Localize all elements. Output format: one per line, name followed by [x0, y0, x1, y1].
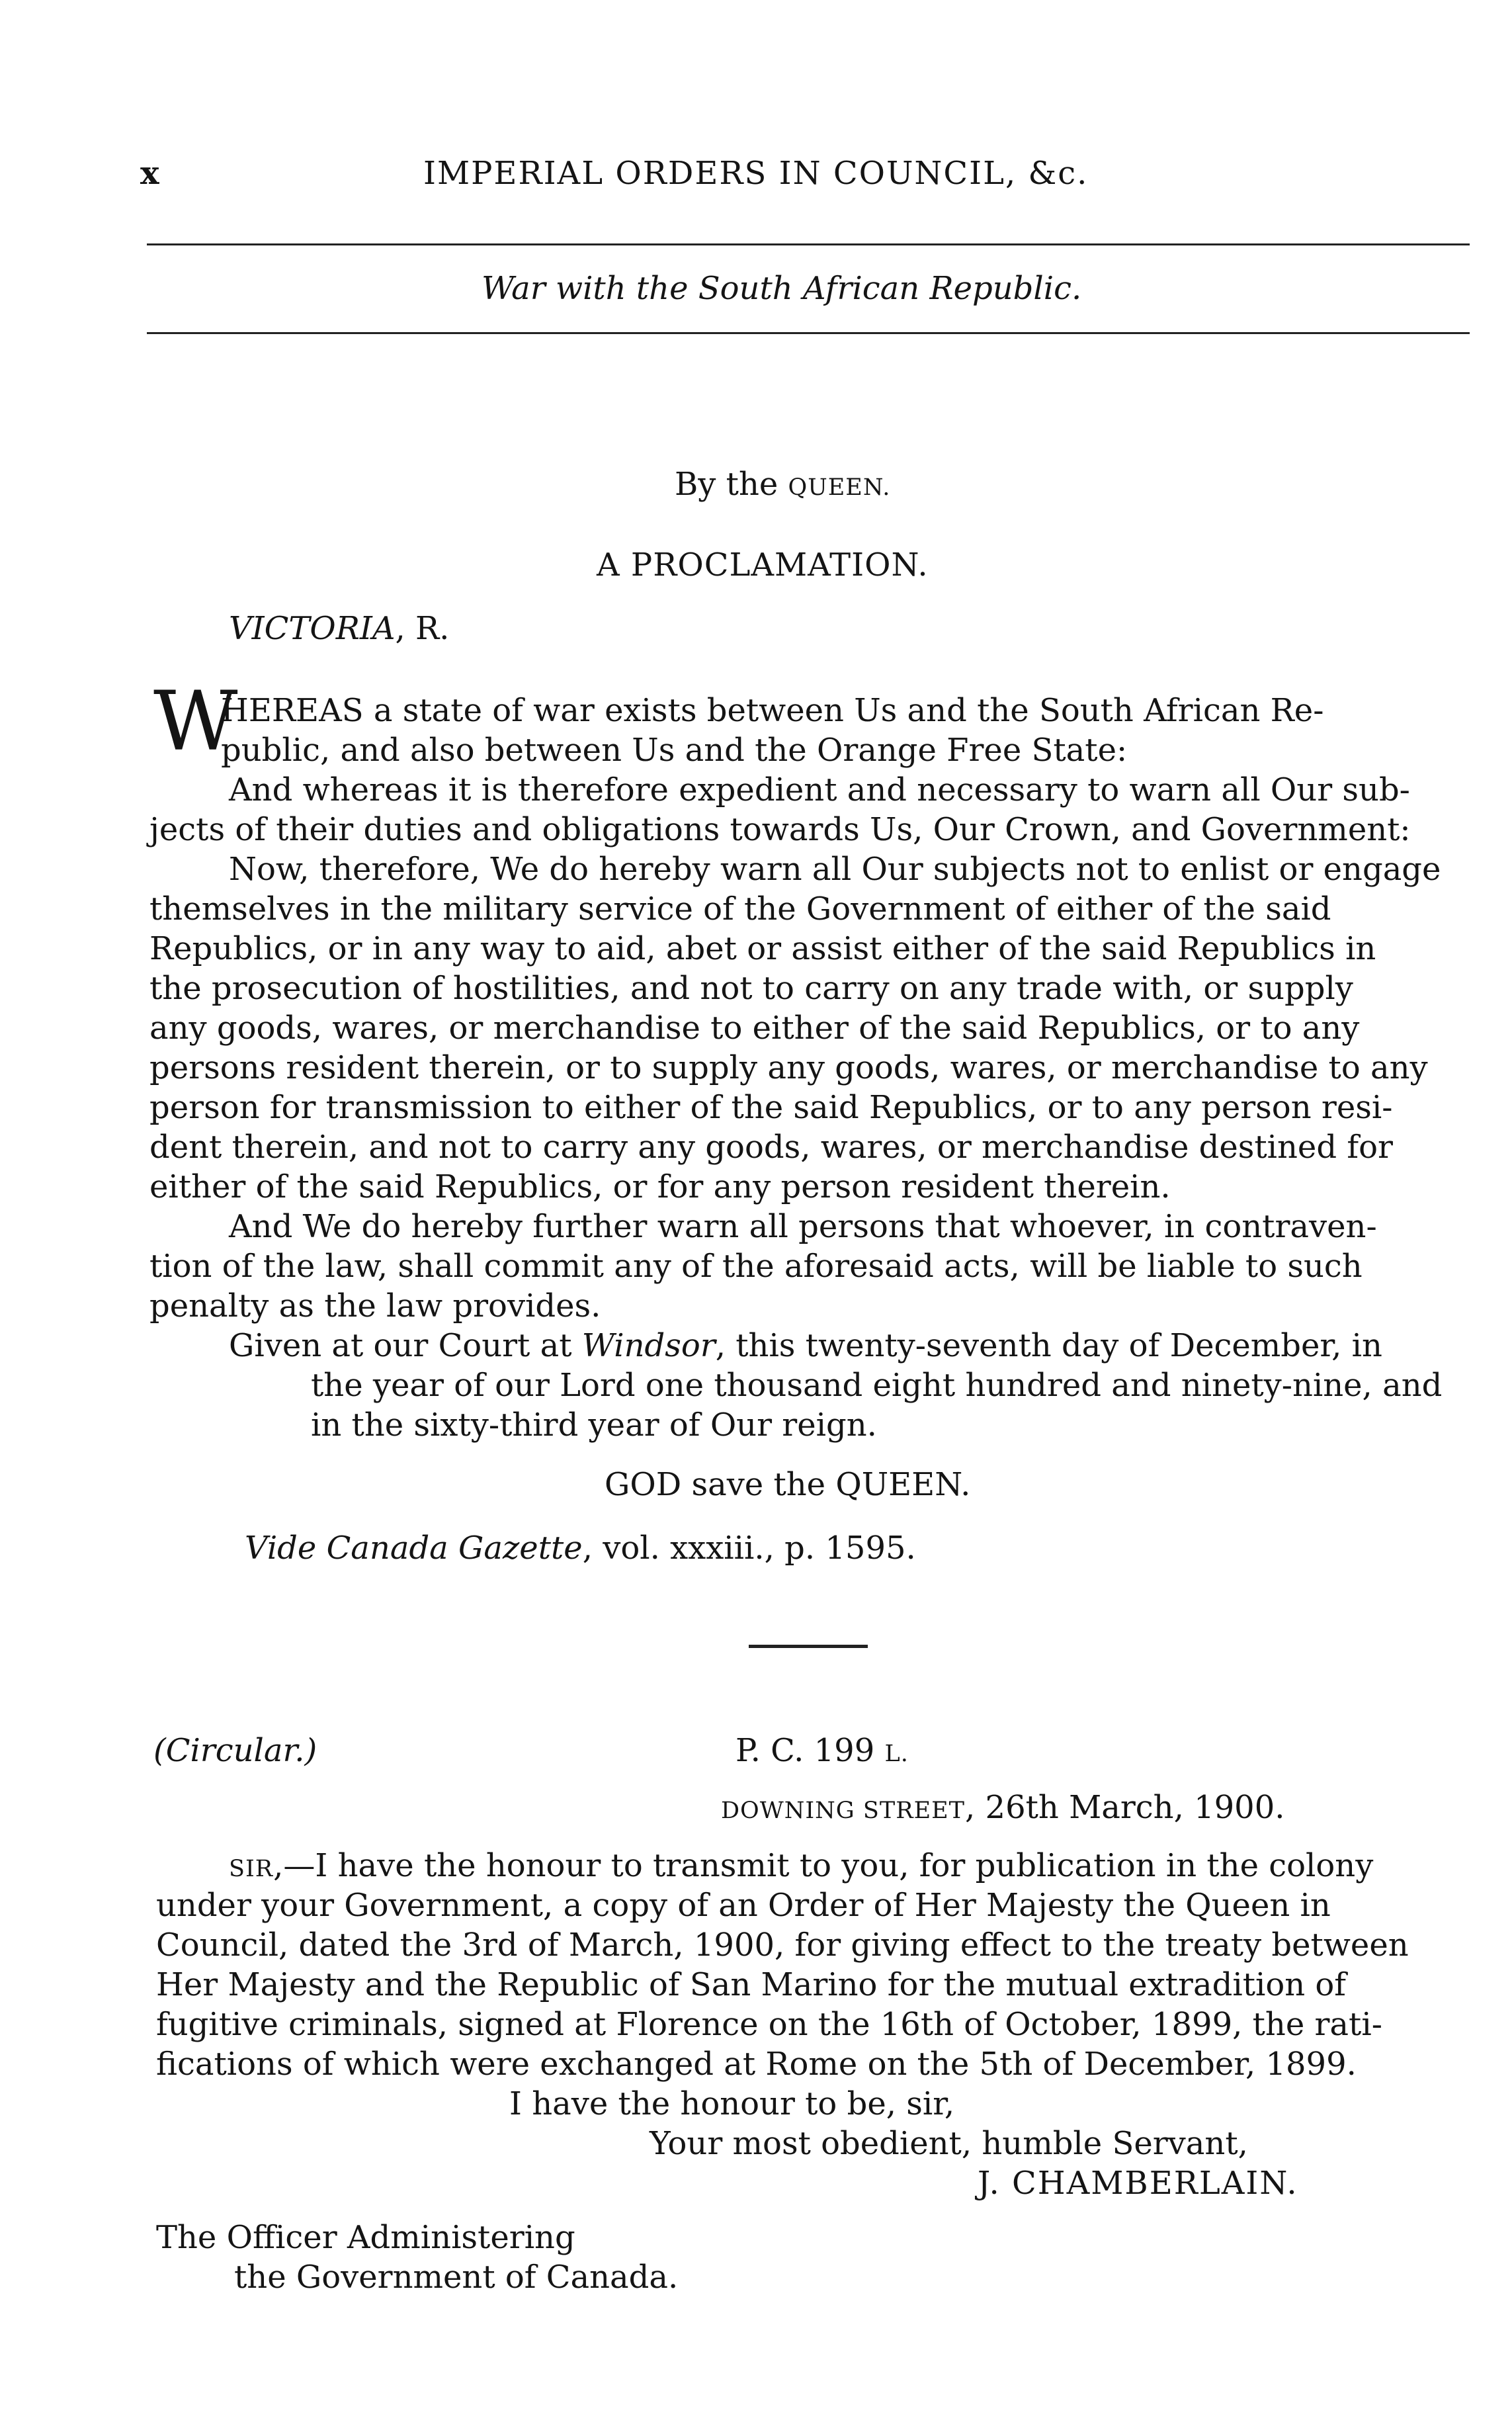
circular-reference	[735, 1731, 909, 1774]
letter-line: Her Majesty and the Republic of San Marino for the mutual extradition of	[156, 1966, 1347, 2003]
letter-line: under your Government, a copy of an Order of Her Majesty the Queen in	[156, 1887, 1331, 1924]
proclamation-line: either of the said Republics, or for any person resident therein.	[149, 1168, 1171, 1205]
dropcap-letter: W	[153, 674, 238, 769]
given-line: the year of our Lord one thousand eight hundred and ninety-nine, and	[311, 1367, 1443, 1404]
dateline-place: DOWNING STREET	[721, 1798, 966, 1824]
proclamation-title: A PROCLAMATION.	[597, 546, 929, 584]
vide-reference	[245, 1528, 916, 1568]
addressee-line: the Government of Canada.	[234, 2259, 679, 2296]
proclamation-line: jects of their duties and obligations towards Us, Our Crown, and Government:	[149, 811, 1411, 848]
proclamation-line: public, and also between Us and the Orange Free State:	[221, 732, 1128, 769]
letter-line	[229, 1846, 1373, 1889]
letter-line: fications of which were exchanged at Rome on the 5th of December, 1899.	[156, 2046, 1357, 2083]
given-line: in the sixty-third year of Our reign.	[311, 1407, 877, 1444]
given-post: , this twenty-seventh day of December, in	[715, 1327, 1382, 1364]
by-the-text: By the	[675, 466, 778, 503]
page-number: x	[140, 155, 159, 192]
proclamation-line: persons resident therein, or to supply any goods, wares, or merchandise to any	[149, 1049, 1428, 1086]
closing-line: Your most obedient, humble Servant,	[650, 2125, 1248, 2162]
closing-line: I have the honour to be, sir,	[509, 2085, 955, 2122]
vide-rest: , vol. xxxiii., p. 1595.	[582, 1530, 916, 1567]
letter-line: Council, dated the 3rd of March, 1900, for giving effect to the treaty between	[156, 1927, 1409, 1964]
proclamation-line: penalty as the law provides.	[149, 1287, 601, 1325]
proclamation-line: And whereas it is therefore expedient and necessary to warn all Our sub-	[229, 771, 1410, 808]
reference-suffix: L.	[884, 1741, 909, 1767]
proclamation-line: Now, therefore, We do hereby warn all Our subjects not to enlist or engage	[229, 851, 1441, 888]
circular-label	[153, 1731, 317, 1770]
dateline	[721, 1788, 1285, 1831]
addressee-line: The Officer Administering	[156, 2219, 575, 2256]
salutation-sir: SIR	[229, 1856, 274, 1882]
proclamation-line: dent therein, and not to carry any goods, wares, or merchandise destined for	[149, 1129, 1393, 1166]
dateline-date: , 26th March, 1900.	[965, 1789, 1285, 1826]
sovereign-suffix: , R.	[395, 610, 450, 647]
proclamation-line: Republics, or in any way to aid, abet or assist either of the said Republics in	[149, 930, 1376, 967]
reference-main: P. C. 199	[735, 1732, 875, 1769]
by-the-queen	[675, 464, 890, 507]
letter-line: fugitive criminals, signed at Florence on the 16th of October, 1899, the rati-	[156, 2006, 1382, 2043]
section-title: War with the South African Republic.	[482, 270, 1082, 307]
queen-smallcaps: QUEEN.	[788, 474, 891, 501]
running-title: IMPERIAL ORDERS IN COUNCIL, &c.	[423, 155, 1089, 192]
proclamation-line: themselves in the military service of the Government of either of the said	[149, 890, 1331, 928]
given-place: Windsor	[581, 1327, 716, 1364]
proclamation-line: tion of the law, shall commit any of the aforesaid acts, will be liable to such	[149, 1248, 1363, 1285]
sovereign-signature	[229, 609, 449, 648]
letter-line-text: ,—I have the honour to transmit to you, for publication in the colony	[273, 1847, 1374, 1884]
proclamation-line: the prosecution of hostilities, and not to carry on any trade with, or supply	[149, 970, 1353, 1007]
proclamation-line: And We do hereby further warn all persons that whoever, in contraven-	[229, 1208, 1377, 1245]
given-pre: Given at our Court at	[229, 1327, 582, 1364]
proclamation-line: person for transmission to either of the said Republics, or to any person resi-	[149, 1089, 1393, 1126]
proclamation-line: any goods, wares, or merchandise to either of the said Republics, or to any	[149, 1010, 1360, 1047]
proclamation-line: HEREAS a state of war exists between Us and the South African Re-	[221, 692, 1324, 729]
signature: J. CHAMBERLAIN.	[978, 2165, 1298, 2202]
given-at-line	[229, 1326, 1382, 1366]
sovereign-name: VICTORIA	[229, 610, 396, 647]
header-rule-top	[147, 243, 1470, 245]
section-separator	[749, 1645, 868, 1648]
circular-label-text: (Circular.)	[153, 1732, 317, 1769]
god-save-the-queen: GOD save the QUEEN.	[605, 1466, 971, 1503]
vide-italic: Vide Canada Gazette	[245, 1530, 583, 1567]
header-rule-bottom	[147, 332, 1470, 334]
